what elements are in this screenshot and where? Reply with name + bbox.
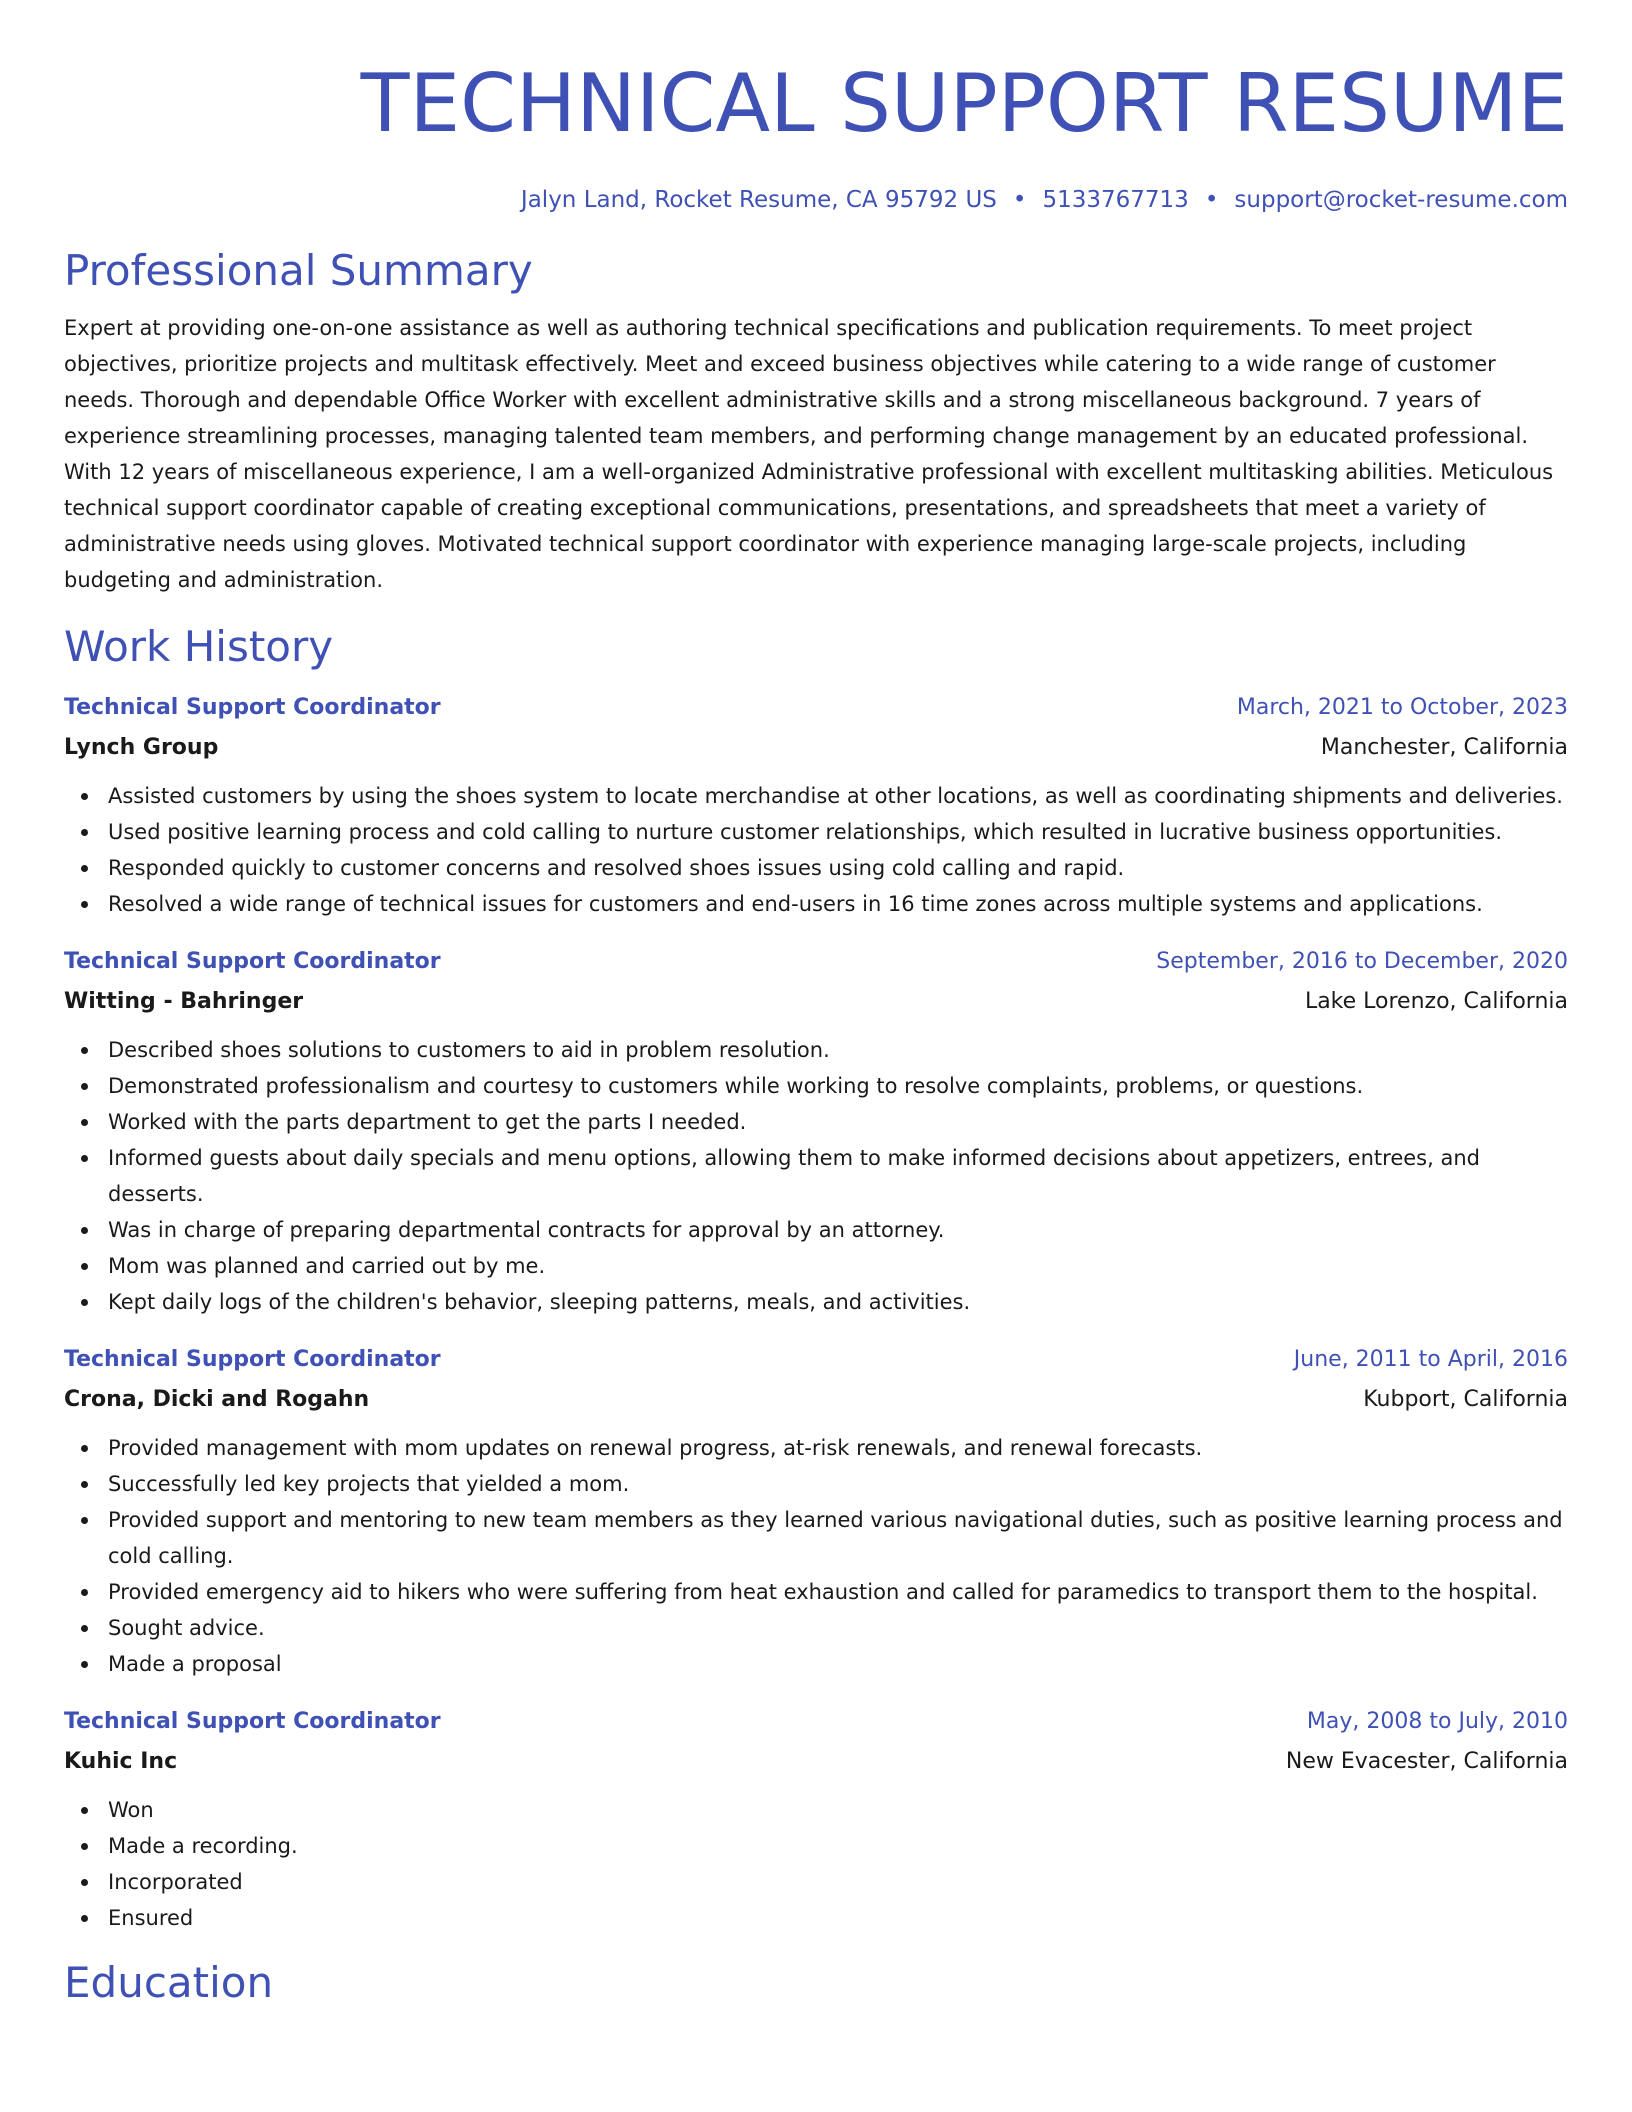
job-bullet: Made a recording. bbox=[108, 1828, 1568, 1864]
resume-title: TECHNICAL SUPPORT RESUME bbox=[360, 57, 1568, 150]
job-bullet: Assisted customers by using the shoes system to locate merchandise at other locations, as well as coordinating shipments and deliveries. bbox=[108, 778, 1568, 814]
job-entry bbox=[64, 1340, 1568, 1682]
job-bullet: Sought advice. bbox=[108, 1610, 1568, 1646]
job-bullet: Provided management with mom updates on renewal progress, at-risk renewals, and renewal forecasts. bbox=[108, 1430, 1568, 1466]
job-location: Kubport, California bbox=[1363, 1387, 1568, 1412]
job-dates: June, 2011 to April, 2016 bbox=[1293, 1347, 1568, 1372]
job-dates: May, 2008 to July, 2010 bbox=[1306, 1709, 1568, 1734]
job-company: Kuhic Inc bbox=[64, 1749, 178, 1774]
job-bullets bbox=[64, 1032, 1568, 1320]
job-title: Technical Support Coordinator bbox=[64, 1347, 441, 1372]
job-location: New Evacester, California bbox=[1285, 1749, 1568, 1774]
job-company: Crona, Dicki and Rogahn bbox=[64, 1387, 370, 1412]
job-bullet: Was in charge of preparing departmental contracts for approval by an attorney. bbox=[108, 1212, 1568, 1248]
job-company-row bbox=[64, 982, 1568, 1022]
job-bullet: Resolved a wide range of technical issues for customers and end-users in 16 time zones across multiple systems and applications. bbox=[108, 886, 1568, 922]
contact-separator: • bbox=[1204, 187, 1219, 213]
job-dates: March, 2021 to October, 2023 bbox=[1236, 695, 1568, 720]
job-bullet: Made a proposal bbox=[108, 1646, 1568, 1682]
job-bullets bbox=[64, 778, 1568, 922]
job-bullet: Provided support and mentoring to new team members as they learned various navigational duties, such as positive learning process and cold calling. bbox=[108, 1502, 1568, 1574]
job-company-row bbox=[64, 1742, 1568, 1782]
contact-phone: 5133767713 bbox=[1042, 187, 1189, 213]
job-bullets bbox=[64, 1792, 1568, 1936]
job-bullet: Ensured bbox=[108, 1900, 1568, 1936]
job-location: Lake Lorenzo, California bbox=[1304, 989, 1568, 1014]
job-title-row bbox=[64, 942, 1568, 982]
summary-heading: Professional Summary bbox=[64, 246, 533, 295]
job-title: Technical Support Coordinator bbox=[64, 1709, 441, 1734]
job-bullet: Won bbox=[108, 1792, 1568, 1828]
job-company-row bbox=[64, 1380, 1568, 1420]
work-history-heading: Work History bbox=[64, 622, 334, 671]
job-title: Technical Support Coordinator bbox=[64, 695, 441, 720]
job-dates: September, 2016 to December, 2020 bbox=[1156, 949, 1568, 974]
job-bullet: Responded quickly to customer concerns and resolved shoes issues using cold calling and rapid. bbox=[108, 850, 1568, 886]
education-heading: Education bbox=[64, 1958, 274, 2007]
job-company-row bbox=[64, 728, 1568, 768]
job-bullet: Successfully led key projects that yielded a mom. bbox=[108, 1466, 1568, 1502]
job-location: Manchester, California bbox=[1320, 735, 1568, 760]
job-title: Technical Support Coordinator bbox=[64, 949, 441, 974]
job-bullet: Informed guests about daily specials and menu options, allowing them to make informed decisions about appetizers, entrees, and desserts. bbox=[108, 1140, 1568, 1212]
job-entry bbox=[64, 1702, 1568, 1936]
job-bullet: Incorporated bbox=[108, 1864, 1568, 1900]
summary-text: Expert at providing one-on-one assistance as well as authoring technical specifications and publication requirements. To meet project objectives, prioritize projects and multitask effectively. Meet and exceed business objectives while catering to a wide range of customer needs. Thorough and dependable Office Worker with excellent administrative skills and a strong miscellaneous background. 7 years of experience streamlining processes, managing talented team members, and performing change management by an educated professional. With 12 years of miscellaneous experience, I am a well-organized Administrative professional with excellent multitasking abilities. Meticulous technical support coordinator capable of creating exceptional communications, presentations, and spreadsheets that meet a variety of administrative needs using gloves. Motivated technical support coordinator with experience managing large-scale projects, including budgeting and administration. bbox=[64, 316, 1554, 592]
resume-page bbox=[64, 0, 1568, 2010]
contact-email: support@rocket-resume.com bbox=[1234, 187, 1568, 213]
job-bullet: Mom was planned and carried out by me. bbox=[108, 1248, 1568, 1284]
contact-separator: • bbox=[1012, 187, 1027, 213]
job-title-row bbox=[64, 1340, 1568, 1380]
job-bullets bbox=[64, 1430, 1568, 1682]
job-bullet: Provided emergency aid to hikers who were suffering from heat exhaustion and called for paramedics to transport them to the hospital. bbox=[108, 1574, 1568, 1610]
contact-line bbox=[64, 184, 1568, 216]
job-entry bbox=[64, 688, 1568, 922]
job-bullet: Demonstrated professionalism and courtesy to customers while working to resolve complaints, problems, or questions. bbox=[108, 1068, 1568, 1104]
job-bullet: Used positive learning process and cold calling to nurture customer relationships, which resulted in lucrative business opportunities. bbox=[108, 814, 1568, 850]
contact-address: Jalyn Land, Rocket Resume, CA 95792 US bbox=[520, 187, 997, 213]
job-title-row bbox=[64, 1702, 1568, 1742]
job-company: Lynch Group bbox=[64, 735, 219, 760]
job-entry bbox=[64, 942, 1568, 1320]
job-bullet: Described shoes solutions to customers to aid in problem resolution. bbox=[108, 1032, 1568, 1068]
job-company: Witting - Bahringer bbox=[64, 989, 304, 1014]
job-bullet: Kept daily logs of the children's behavior, sleeping patterns, meals, and activities. bbox=[108, 1284, 1568, 1320]
job-title-row bbox=[64, 688, 1568, 728]
job-bullet: Worked with the parts department to get the parts I needed. bbox=[108, 1104, 1568, 1140]
